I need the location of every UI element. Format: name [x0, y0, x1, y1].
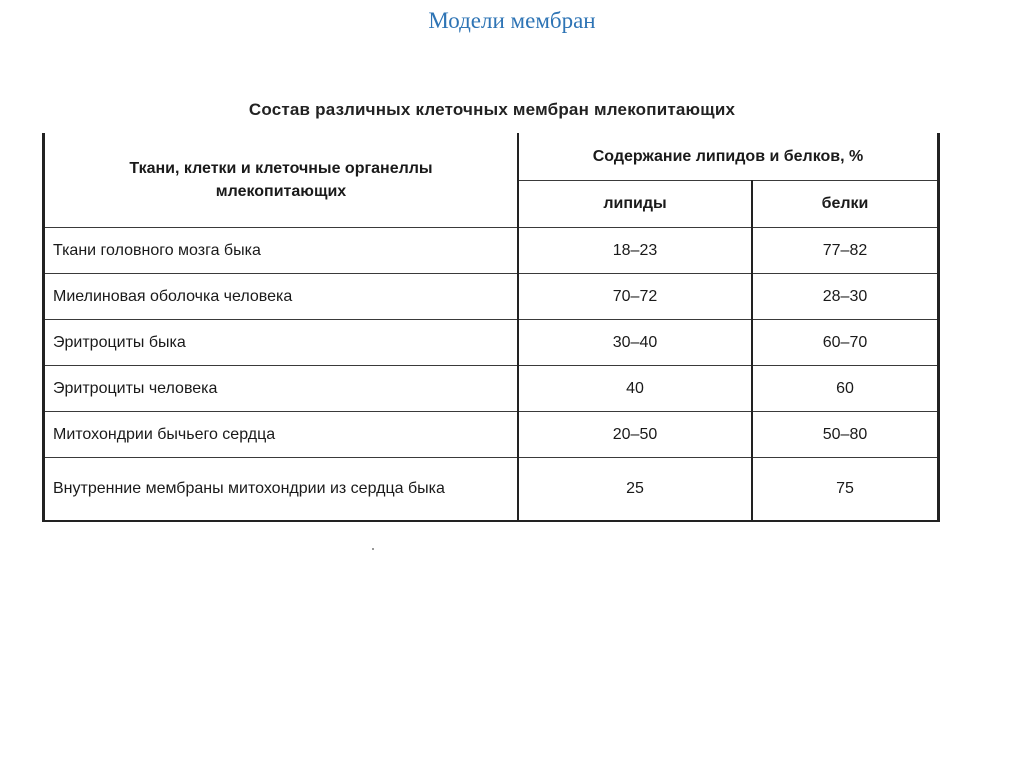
slide-title: Модели мембран [428, 8, 596, 33]
header-lipids: липиды [518, 181, 752, 228]
table-row [44, 366, 939, 412]
cell-tissue: Ткани головного мозга быка [44, 228, 519, 274]
cell-lipids: 70–72 [518, 274, 752, 320]
cell-tissue: Внутренние мембраны митохондрии из сердца быка [44, 458, 519, 522]
cell-lipids: 20–50 [518, 412, 752, 458]
cell-lipids: 40 [518, 366, 752, 412]
table-row [44, 412, 939, 458]
table-row [44, 458, 939, 522]
header-tissue: Ткани, клетки и клеточные органеллы млекопитающих [44, 133, 519, 228]
cell-lipids: 18–23 [518, 228, 752, 274]
cell-tissue: Эритроциты быка [44, 320, 519, 366]
cell-tissue: Миелиновая оболочка человека [44, 274, 519, 320]
cell-tissue: Эритроциты человека [44, 366, 519, 412]
table-row [44, 228, 939, 274]
header-proteins: белки [752, 181, 939, 228]
cell-lipids: 25 [518, 458, 752, 522]
membrane-composition-table [42, 133, 940, 522]
cell-proteins: 50–80 [752, 412, 939, 458]
table-row [44, 274, 939, 320]
cell-proteins: 28–30 [752, 274, 939, 320]
scan-speck [372, 548, 374, 550]
cell-tissue: Митохондрии бычьего сердца [44, 412, 519, 458]
cell-proteins: 77–82 [752, 228, 939, 274]
cell-lipids: 30–40 [518, 320, 752, 366]
table-caption: Состав различных клеточных мембран млекопитающих [248, 100, 736, 119]
cell-proteins: 60 [752, 366, 939, 412]
cell-proteins: 60–70 [752, 320, 939, 366]
header-content: Содержание липидов и белков, % [518, 133, 939, 181]
cell-proteins: 75 [752, 458, 939, 522]
table-row [44, 320, 939, 366]
